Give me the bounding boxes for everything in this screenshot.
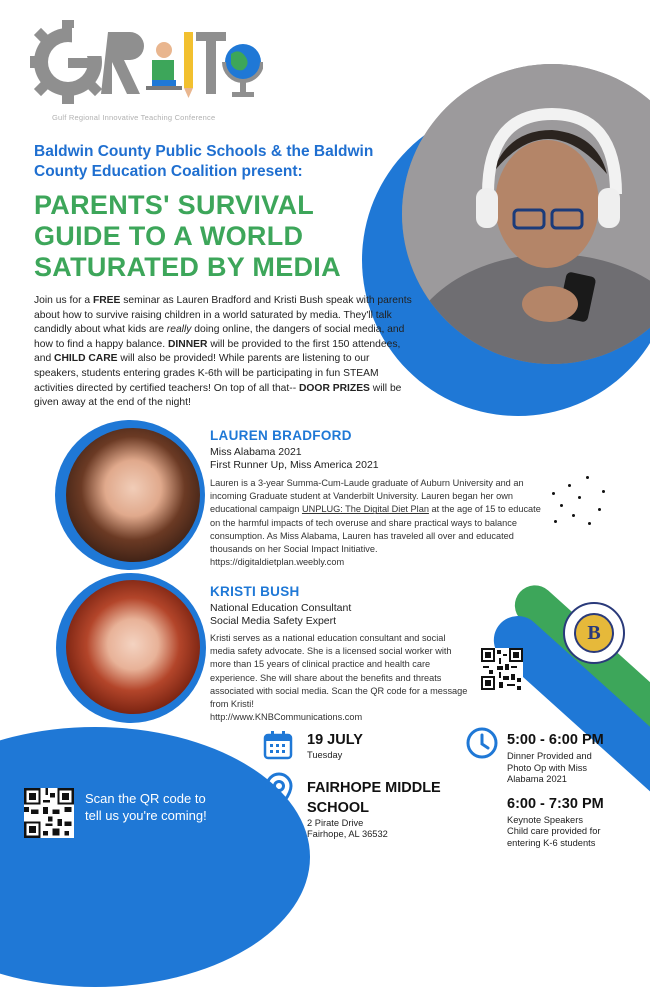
intro-paragraph: Join us for a FREE seminar as Lauren Bradford and Kristi Bush speak with parents about how to survive raising children in a world saturated by media. They'll talk candidly about what kids are really doing online, the dangers of social media, and how to find a happy balance. DINNER will be provided to the first 150 attendees, and CHILD CARE will also be provided! While parents are listening to our speakers, students entering grades K-6th will be participating in fun STEAM activities directed by certified teachers! On top of all that-- DOOR PRIZES will be given away at the end of the night! [34, 295, 412, 409]
time-slot-1: 5:00 - 6:00 PM [507, 732, 604, 748]
event-venue: FAIRHOPE MIDDLE SCHOOL [307, 780, 441, 816]
digital-diet-plan-link[interactable]: UNPLUG: The Digital Diet Plan [301, 504, 429, 515]
event-day: Tuesday [307, 750, 343, 760]
gritc-logo-graphic [28, 18, 263, 106]
speaker2-bio: Kristi serves as a national education consultant and social media safety advocate. She is a licensed social worker with more than 15 years of clinical practice and health care experience. She will share about the benefits and threats associated with social media. Scan the QR code for a message from Kristi! http://www.KNBCommunications.com [210, 633, 468, 723]
event-address-line2: Fairhope, AL 36532 [307, 829, 388, 839]
speaker1-photo [66, 428, 200, 562]
event-address-line1: 2 Pirate Drive [307, 818, 364, 828]
speaker2-url[interactable]: http://www.KNBCommunications.com [210, 712, 363, 723]
gritc-logo [28, 18, 263, 106]
time-slot-2: 6:00 - 7:30 PM [507, 796, 604, 812]
time-slot-2-desc1: Keynote Speakers [507, 815, 583, 825]
time-slot-1-desc: Dinner Provided and Photo Op with Miss Alabama 2021 [507, 751, 592, 784]
time-slot-2-desc2: Child care provided for entering K-6 students [507, 826, 601, 848]
speaker2-photo [66, 580, 200, 714]
event-date: 19 JULY [307, 732, 363, 748]
seal-letter: B [574, 613, 614, 653]
speaker1-role2: First Runner Up, Miss America 2021 [210, 459, 379, 471]
speaker1-name: LAUREN BRADFORD [210, 428, 352, 443]
dot-pattern [548, 476, 608, 526]
location-pin-icon [264, 772, 294, 815]
presenter-line: Baldwin County Public Schools & the Baldwin County Education Coalition present: [34, 143, 374, 180]
rsvp-qr-code-icon[interactable] [24, 788, 74, 838]
bottom-blue-shape [0, 727, 310, 987]
clock-icon [465, 726, 499, 765]
kristi-qr-code-icon[interactable] [481, 648, 523, 690]
speaker2-role2: Social Media Safety Expert [210, 615, 337, 627]
speaker1-bio: Lauren is a 3-year Summa-Cum-Laude graduate of Auburn University and an incoming Graduate student at Vanderbilt University. Lauren began her own educational campaign UNPLUG: The Digital Diet Plan at the age of 15 to educate on the harmful impacts of tech overuse and share practical ways to balance consumption. As Miss Alabama, Lauren has traveled all over and educated thousands on her Social Impact Initiative. https://digitaldietplan.weebly.com [210, 478, 541, 568]
rsvp-message: Scan the QR code to tell us you're coming! [85, 791, 207, 823]
bcps-seal [563, 602, 625, 664]
speaker2-role1: National Education Consultant [210, 602, 352, 614]
event-title: PARENTS' SURVIVAL GUIDE TO A WORLD SATURATED BY MEDIA [34, 190, 341, 282]
speaker2-name: KRISTI BUSH [210, 584, 300, 599]
speaker1-role1: Miss Alabama 2021 [210, 446, 302, 458]
speaker1-url[interactable]: https://digitaldietplan.weebly.com [210, 557, 345, 568]
logo-subtitle: Gulf Regional Innovative Teaching Conference [52, 113, 216, 122]
calendar-icon [263, 730, 293, 765]
